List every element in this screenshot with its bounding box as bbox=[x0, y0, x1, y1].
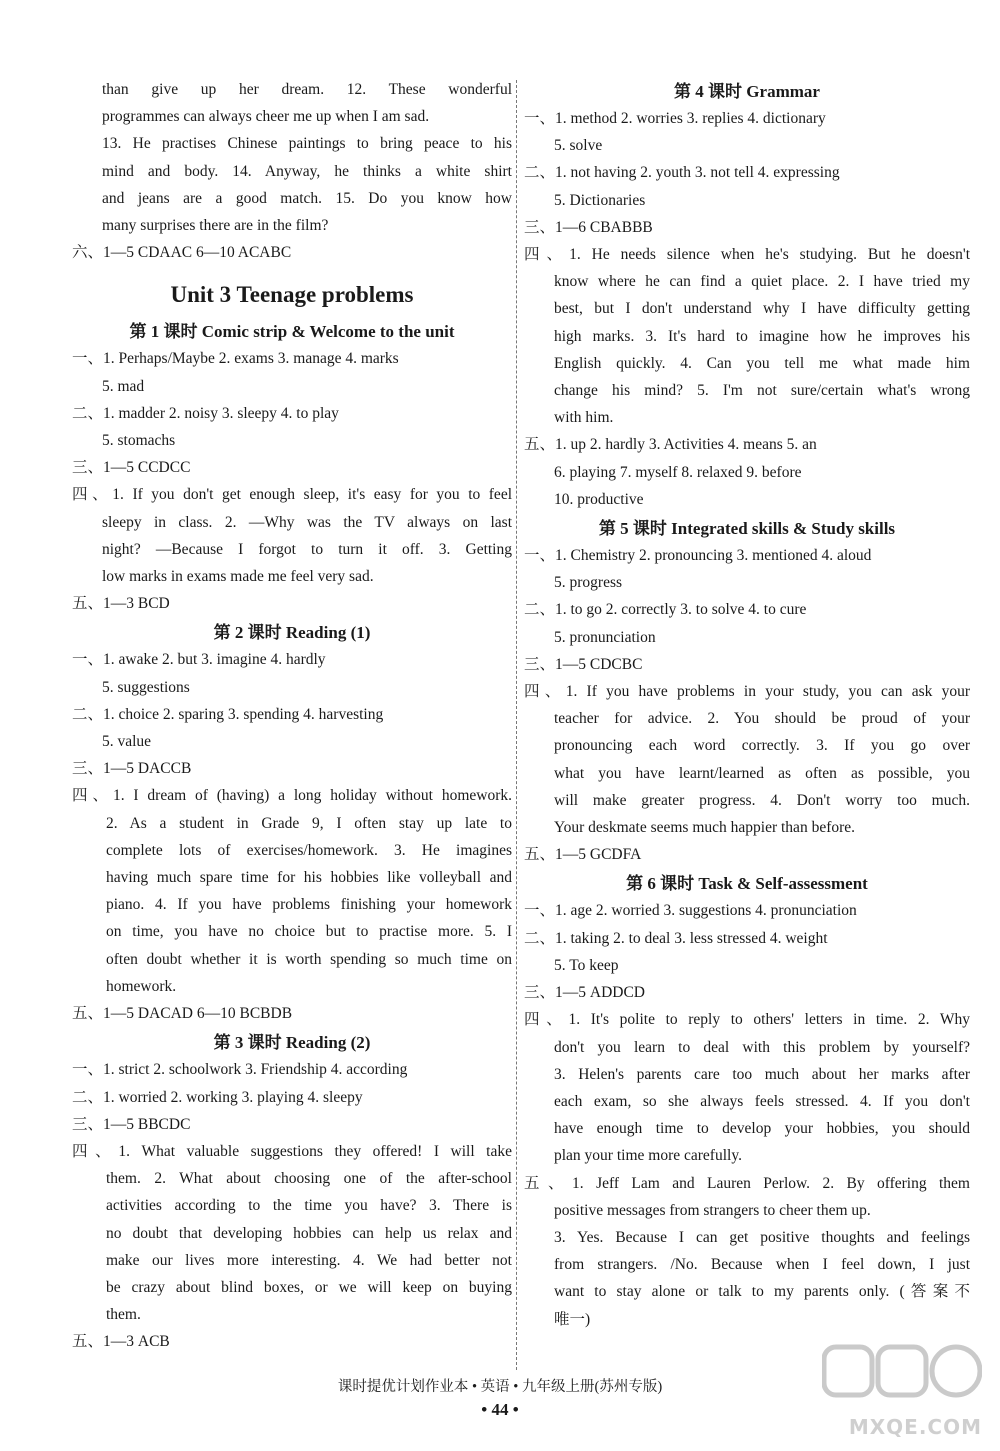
answer-line: English quickly. 4. Can you tell me what made him bbox=[554, 354, 970, 372]
answer-line: have enough time to develop your hobbies, you should bbox=[554, 1120, 970, 1138]
answer-line: don't you learn to deal with this problem by yourself? bbox=[554, 1038, 970, 1056]
answer-line: them. 2. What about choosing one of the after-school bbox=[106, 1170, 512, 1188]
answer-line: mind and body. 14. Anyway, he thinks a white shirt bbox=[102, 162, 512, 180]
answer-line: 三、1—5 ADDCD bbox=[524, 984, 645, 1002]
left-column bbox=[72, 76, 512, 1356]
answer-line: 5. mad bbox=[102, 377, 145, 395]
lesson-heading: 第 6 课时 Task & Self-assessment bbox=[626, 874, 868, 894]
answer-line: 二、1. madder 2. noisy 3. sleepy 4. to play bbox=[72, 404, 339, 422]
lesson-heading: 第 2 课时 Reading (1) bbox=[213, 623, 371, 643]
answer-line: programmes can always cheer me up when I am sad. bbox=[102, 108, 430, 126]
lesson-heading: 第 5 课时 Integrated skills & Study skills bbox=[598, 519, 896, 539]
answer-line: pronouncing each word correctly. 3. If you go over bbox=[554, 737, 970, 755]
answer-line: 五、1—3 BCD bbox=[72, 595, 170, 613]
right-column bbox=[524, 76, 970, 1333]
answer-line: having much spare time for his hobbies like volleyball and bbox=[106, 869, 512, 887]
watermark-logo bbox=[816, 1343, 986, 1439]
answer-line: change his mind? 5. I'm not sure/certain what's wrong bbox=[554, 382, 970, 400]
answer-line: Your deskmate seems much happier than before. bbox=[554, 819, 856, 837]
answer-line: 三、1—5 DACCB bbox=[72, 760, 192, 778]
answer-line: teacher for advice. 2. You should be proud of your bbox=[554, 710, 970, 728]
answer-line: 一、1. strict 2. schoolwork 3. Friendship 4. according bbox=[72, 1061, 408, 1079]
watermark-icon bbox=[822, 1343, 982, 1405]
answer-line: activities according to the time you have? 3. There is bbox=[106, 1197, 512, 1215]
answer-line: homework. bbox=[106, 977, 177, 995]
answer-line: 四、1. What valuable suggestions they offered! I will take bbox=[72, 1142, 512, 1160]
answer-line: will make greater progress. 4. Don't worry too much. bbox=[554, 791, 970, 809]
answer-line: often doubt whether it is worth spending so much time on bbox=[106, 950, 512, 968]
answer-line: on time, you have no choice but to practise more. 5. I bbox=[106, 923, 512, 941]
watermark-text: MXQE.COM bbox=[848, 1415, 982, 1439]
answer-line: make our lives more interesting. 4. We had better not bbox=[106, 1251, 512, 1269]
answer-line: 5. pronunciation bbox=[554, 628, 656, 646]
answer-line: 13. He practises Chinese paintings to bring peace to his bbox=[102, 135, 512, 153]
answer-line: 5. stomachs bbox=[102, 432, 176, 450]
answer-line: 一、1. Chemistry 2. pronouncing 3. mentioned 4. aloud bbox=[524, 547, 872, 565]
answer-line: 5. Dictionaries bbox=[554, 191, 646, 209]
answer-line: with him. bbox=[554, 409, 614, 427]
answer-line: 四、1. He needs silence when he's studying. But he doesn't bbox=[524, 246, 970, 264]
answer-line: plan your time more carefully. bbox=[554, 1147, 742, 1165]
answer-line: and jeans are a good match. 15. Do you know how bbox=[102, 189, 512, 207]
answer-line: 5. value bbox=[102, 733, 152, 751]
answer-line: 二、1. to go 2. correctly 3. to solve 4. to cure bbox=[524, 601, 807, 619]
answer-line: 三、1—5 CCDCC bbox=[72, 459, 191, 477]
answer-line: 四、1. If you have problems in your study, you can ask your bbox=[524, 683, 970, 701]
answer-line: 一、1. age 2. worried 3. suggestions 4. pronunciation bbox=[524, 902, 857, 920]
answer-line: night? —Because I forgot to turn it off. 3. Getting bbox=[102, 540, 512, 558]
lesson-heading: 第 3 课时 Reading (2) bbox=[213, 1033, 371, 1053]
answer-line: each exam, so she always feels stressed. 4. If you don't bbox=[554, 1092, 970, 1110]
answer-line: 5. suggestions bbox=[102, 678, 190, 696]
answer-line: 四、1. If you don't get enough sleep, it's easy for you to feel bbox=[72, 486, 512, 504]
answer-line: 五、1—3 ACB bbox=[72, 1333, 170, 1351]
answer-line: 5. solve bbox=[554, 137, 603, 155]
answer-line: 五、1—5 GCDFA bbox=[524, 846, 642, 864]
answer-line: 5. progress bbox=[554, 574, 623, 592]
answer-line: want to stay alone or talk to my parents only. (答案不 bbox=[554, 1283, 970, 1301]
answer-line: no doubt that developing hobbies can help us relax and bbox=[106, 1224, 512, 1242]
answer-line: 三、1—5 BBCDC bbox=[72, 1115, 191, 1133]
answer-line: 一、1. Perhaps/Maybe 2. exams 3. manage 4. marks bbox=[72, 350, 399, 368]
answer-line: 10. productive bbox=[554, 490, 644, 508]
answer-line: know where he can find a quiet place. 2. I have tried my bbox=[554, 273, 970, 291]
answer-line: 一、1. awake 2. but 3. imagine 4. hardly bbox=[72, 651, 326, 669]
answer-line: 五、1. up 2. hardly 3. Activities 4. means 5. an bbox=[524, 436, 817, 454]
answer-line: 3. Yes. Because I can get positive thoughts and feelings bbox=[554, 1228, 970, 1246]
lesson-heading: 第 1 课时 Comic strip & Welcome to the unit bbox=[129, 322, 455, 342]
answer-line: 六、1—5 CDAAC 6—10 ACABC bbox=[72, 244, 292, 262]
answer-line: piano. 4. If you have problems finishing your homework bbox=[106, 896, 512, 914]
answer-line: 5. To keep bbox=[554, 956, 619, 974]
answer-line: 6. playing 7. myself 8. relaxed 9. before bbox=[554, 463, 802, 481]
answer-line: sleepy in class. 2. —Why was the TV always on last bbox=[102, 513, 512, 531]
answer-line: what you have learnt/learned as often as possible, you bbox=[554, 764, 970, 782]
answer-line: 2. As a student in Grade 9, I often stay up late to bbox=[106, 814, 512, 832]
answer-line: from strangers. /No. Because when I feel down, I just bbox=[554, 1256, 970, 1274]
answer-line: them. bbox=[106, 1306, 141, 1324]
unit-title: Unit 3 Teenage problems bbox=[170, 282, 414, 308]
page-number: • 44 • bbox=[481, 1400, 519, 1419]
answer-line: high marks. 3. It's hard to imagine how he improves his bbox=[554, 327, 970, 345]
answer-line: 一、1. method 2. worries 3. replies 4. dictionary bbox=[524, 110, 826, 127]
answer-line: 四、1. I dream of (having) a long holiday without homework. bbox=[72, 787, 512, 805]
answer-line: positive messages from strangers to cheer them up. bbox=[554, 1201, 871, 1219]
column-divider bbox=[516, 80, 517, 1370]
answer-line: 3. Helen's parents care too much about her marks after bbox=[554, 1065, 970, 1083]
answer-line: than give up her dream. 12. These wonderful bbox=[102, 81, 512, 98]
answer-line: 唯一) bbox=[554, 1310, 591, 1328]
answer-line: 二、1. taking 2. to deal 3. less stressed 4. weight bbox=[524, 929, 828, 947]
lesson-heading: 第 4 课时 Grammar bbox=[674, 82, 820, 101]
answer-line: 五、1—5 DACAD 6—10 BCBDB bbox=[72, 1005, 293, 1023]
answer-line: 二、1. choice 2. sparing 3. spending 4. harvesting bbox=[72, 705, 384, 723]
answer-line: 二、1. worried 2. working 3. playing 4. sleepy bbox=[72, 1088, 363, 1106]
answer-line: 四、1. It's polite to reply to others' letters in time. 2. Why bbox=[524, 1011, 970, 1029]
answer-line: complete lots of exercises/homework. 3. He imagines bbox=[106, 841, 512, 859]
answer-line: best, but I don't understand why I have difficulty getting bbox=[554, 300, 970, 318]
answer-line: 三、1—6 CBABBB bbox=[524, 218, 653, 236]
answer-line: 五、1. Jeff Lam and Lauren Perlow. 2. By offering them bbox=[524, 1174, 970, 1192]
answer-line: low marks in exams made me feel very sad. bbox=[102, 568, 374, 586]
book-title-footer: 课时提优计划作业本 • 英语 • 九年级上册(苏州专版) bbox=[337, 1379, 663, 1395]
answer-line: 二、1. not having 2. youth 3. not tell 4. expressing bbox=[524, 164, 840, 182]
answer-line: be crazy about blind boxes, or we will keep on buying bbox=[106, 1278, 512, 1296]
answer-line: many surprises there are in the film? bbox=[102, 217, 329, 235]
answer-line: 三、1—5 CDCBC bbox=[524, 655, 643, 673]
